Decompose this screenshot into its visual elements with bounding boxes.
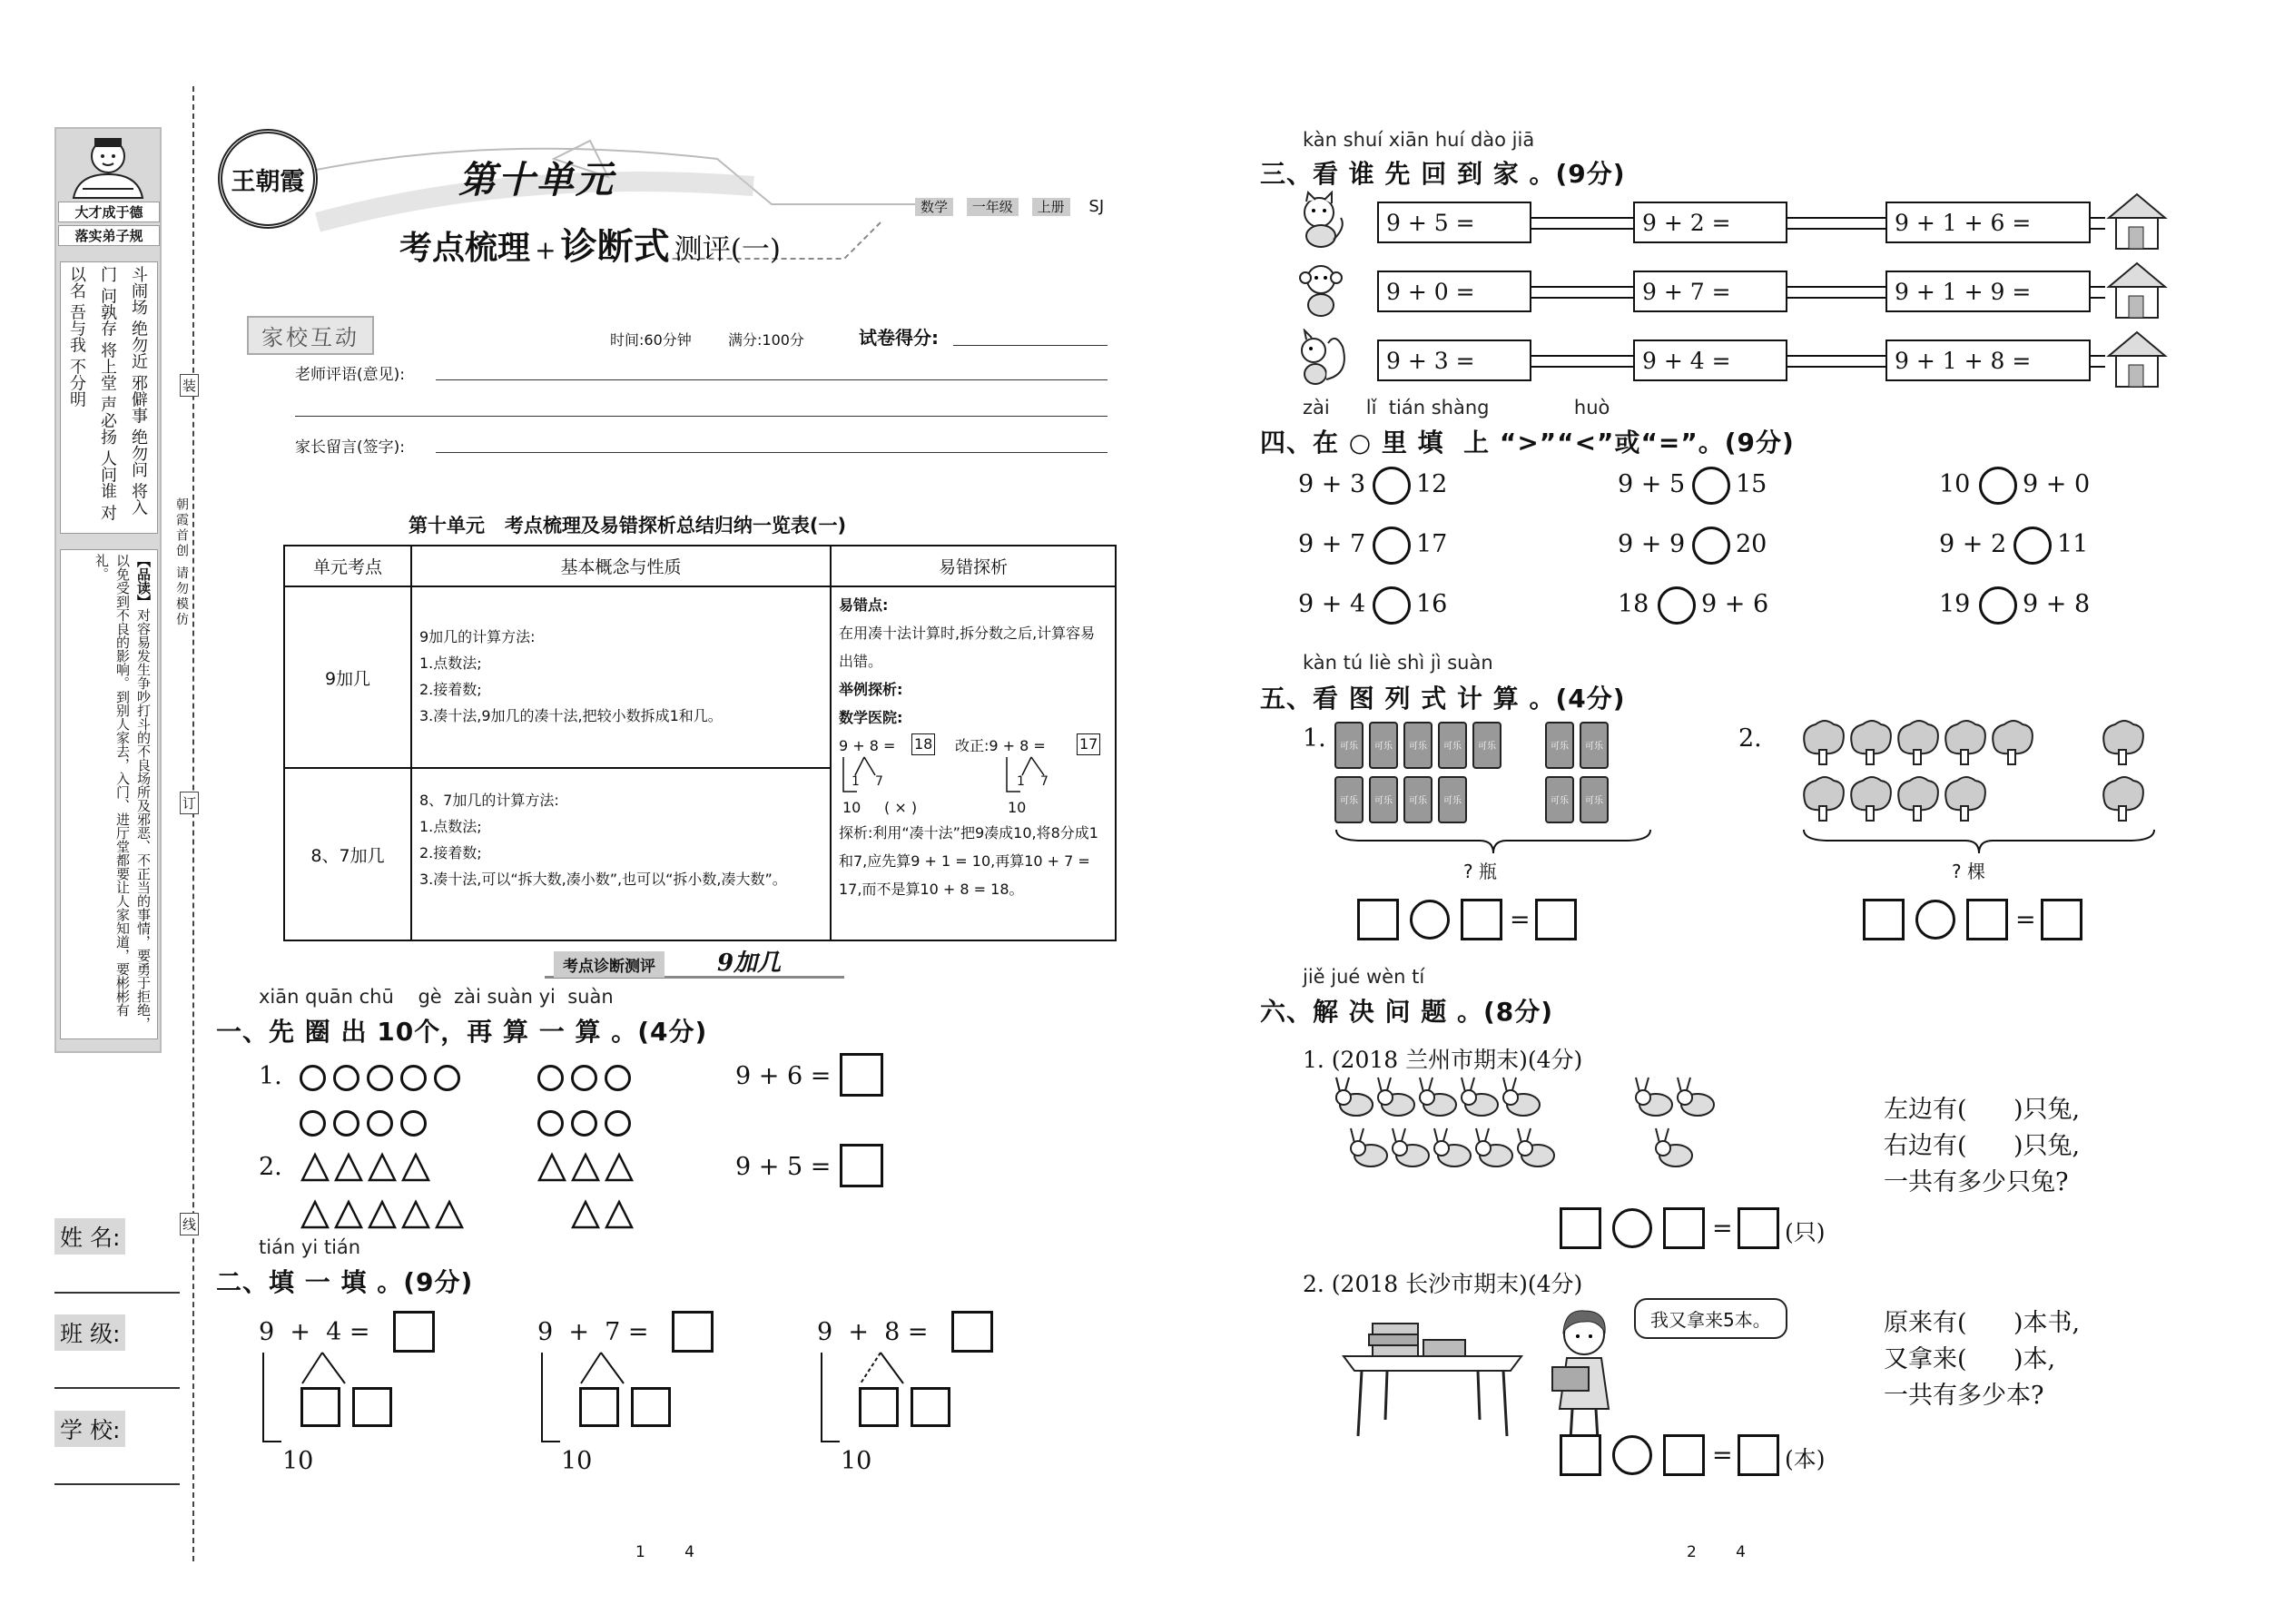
s2-title: 二、填 一 填 。(9分) xyxy=(216,1267,474,1297)
s2-split-box[interactable] xyxy=(579,1387,619,1427)
eq-box[interactable] xyxy=(1560,1434,1601,1476)
eq-box[interactable] xyxy=(1560,1207,1601,1249)
equals-sign: = xyxy=(1712,1442,1733,1470)
eq-box[interactable] xyxy=(1357,899,1399,940)
parent-label: 家长留言(签字): xyxy=(295,438,405,457)
s2-expr: 9 + 8 = xyxy=(817,1318,929,1346)
tag-edition: SJ xyxy=(1088,197,1105,216)
th-topic: 单元考点 xyxy=(284,546,411,586)
s4-title: 四、在 ○ 里 填 上 “>”“<”或“=”。(9分) xyxy=(1260,428,1795,458)
compare-circle[interactable] xyxy=(1692,527,1730,565)
compare-circle[interactable] xyxy=(1979,586,2017,625)
wrong-mark: ( × ) xyxy=(884,799,918,816)
cola-can: 可乐 xyxy=(1472,722,1501,769)
race-link xyxy=(1787,366,1885,368)
circle[interactable] xyxy=(300,1065,326,1091)
s6-title: 六、解 决 问 题 。(8分) xyxy=(1260,997,1554,1027)
speech-bubble: 我又拿来5本。 xyxy=(1634,1298,1787,1339)
s4-pinyin: zài lǐ tián shàng huò xyxy=(1303,397,1610,418)
triangle-group-icon[interactable] xyxy=(300,1151,663,1233)
cola-can: 可乐 xyxy=(1580,722,1609,769)
cola-can: 可乐 xyxy=(1438,776,1467,823)
main-title xyxy=(399,218,781,270)
s1-q1-answer[interactable] xyxy=(840,1053,883,1097)
split-seven-fix: 7 xyxy=(1040,774,1049,789)
th-concept: 基本概念与性质 xyxy=(411,546,831,586)
race-link xyxy=(1531,366,1633,368)
circle[interactable] xyxy=(333,1065,359,1091)
reading-tag: 【品读】 xyxy=(135,554,152,608)
squirrel-icon xyxy=(1294,329,1350,387)
race-link xyxy=(1787,355,1885,357)
race-link xyxy=(2091,228,2105,230)
s5-q2-num: 2. xyxy=(1738,724,1762,753)
unit-label: (只) xyxy=(1785,1219,1826,1245)
tag-grade: 一年级 xyxy=(967,198,1019,216)
page-right-total: 4 xyxy=(1736,1543,1746,1561)
fix-answer: 17 xyxy=(1077,733,1100,755)
cmp-right: 15 xyxy=(1736,470,1767,498)
race-link xyxy=(1531,217,1633,219)
compare-circle[interactable] xyxy=(1373,586,1411,625)
unit-title: 第十单元 xyxy=(458,158,615,202)
eq-box[interactable] xyxy=(1461,899,1502,940)
race-rows xyxy=(1294,191,2165,399)
cat-icon xyxy=(1294,191,1350,249)
race-link xyxy=(1531,297,1633,299)
race-link xyxy=(1787,217,1885,219)
error-label: 易错点: xyxy=(839,596,889,614)
table-books-icon xyxy=(1342,1314,1523,1442)
reading-text: 对容易发生争吵打斗的不良场所及邪恶、不正当的事情，要勇于拒绝，以免受到不良的影响。到别人家去，入门、进厅堂都要让人家知道，要彬彬有礼。 xyxy=(94,554,152,1030)
circle[interactable] xyxy=(605,1110,631,1137)
race-link xyxy=(1787,228,1885,230)
hospital-label: 数学医院: xyxy=(839,709,903,726)
concept-1 xyxy=(411,586,831,768)
split-one-fix: 1 xyxy=(1017,774,1025,789)
concept-1-line: 3.凑十法,9加几的凑十法,把较小数拆成1和几。 xyxy=(419,707,723,724)
compare-circle[interactable] xyxy=(1979,467,2017,505)
eq-box[interactable] xyxy=(1663,1207,1705,1249)
eq-circle[interactable] xyxy=(1612,1435,1652,1475)
cmp-right: 12 xyxy=(1416,470,1448,498)
compare-circle[interactable] xyxy=(1373,527,1411,565)
circle[interactable] xyxy=(367,1110,393,1137)
race-box[interactable]: 9 + 4 = xyxy=(1633,340,1787,381)
eq-circle[interactable] xyxy=(1915,900,1955,940)
wrong-expr: 9 + 8 = xyxy=(839,737,896,754)
tag-subject: 数学 xyxy=(915,198,953,216)
race-link xyxy=(2091,366,2105,368)
s2-split-box[interactable] xyxy=(859,1387,899,1427)
eq-box[interactable] xyxy=(1663,1434,1705,1476)
cmp-right: 16 xyxy=(1416,590,1448,618)
circle[interactable] xyxy=(571,1110,597,1137)
trees-label: ? 棵 xyxy=(1952,861,1985,882)
error-text: 在用凑十法计算时,拆分数之后,计算容易出错。 xyxy=(839,625,1096,670)
cola-can: 可乐 xyxy=(1369,722,1398,769)
house-icon xyxy=(2105,191,2169,251)
cmp-left: 10 xyxy=(1939,470,1971,498)
class-label: 班 级: xyxy=(54,1314,125,1351)
circle[interactable] xyxy=(605,1065,631,1091)
s2-ten: 10 xyxy=(841,1447,872,1475)
page-num-left xyxy=(635,1543,694,1561)
cola-can: 可乐 xyxy=(1334,722,1364,769)
s2-item-2 xyxy=(537,1307,719,1480)
binding-line xyxy=(192,86,194,1561)
rabbit-group-icon xyxy=(1334,1076,1725,1180)
race-link xyxy=(2091,286,2105,288)
brand-logo xyxy=(218,129,318,229)
cola-group xyxy=(1334,722,1670,831)
page-left-total: 4 xyxy=(684,1543,694,1561)
s3-title: 三、看 谁 先 回 到 家 。(9分) xyxy=(1260,159,1626,189)
cola-can: 可乐 xyxy=(1403,776,1433,823)
brand-name: 王朝霞 xyxy=(231,167,305,196)
cmp-left: 9 + 2 xyxy=(1939,530,2007,558)
motto-2: 落实弟子规 xyxy=(58,225,160,246)
teacher-label: 老师评语(意见): xyxy=(295,366,405,384)
race-link xyxy=(1787,297,1885,299)
s6-q1-line: 右边有( )只兔, xyxy=(1884,1132,2081,1160)
tag-volume: 上册 xyxy=(1032,198,1070,216)
s2-expr: 9 + 4 = xyxy=(259,1318,370,1346)
school-blank[interactable] xyxy=(54,1483,180,1485)
concept-2 xyxy=(411,768,831,940)
split-lines-icon xyxy=(537,1347,719,1447)
cola-can: 可乐 xyxy=(1334,776,1364,823)
cartoon-scholar-icon xyxy=(60,133,156,200)
girl-with-books-icon xyxy=(1543,1307,1625,1443)
cola-can: 可乐 xyxy=(1545,776,1574,823)
cmp-left: 9 + 4 xyxy=(1298,590,1366,618)
race-link xyxy=(1531,228,1633,230)
cola-can: 可乐 xyxy=(1403,722,1433,769)
bottles-label: ? 瓶 xyxy=(1463,861,1497,882)
school-label: 学 校: xyxy=(54,1411,125,1447)
race-box[interactable]: 9 + 3 = xyxy=(1377,340,1531,381)
fix-expr: 改正:9 + 8 = xyxy=(955,737,1046,754)
s6-pinyin: jiě jué wèn tí xyxy=(1303,966,1425,988)
s1-q2-answer[interactable] xyxy=(840,1144,883,1187)
exam-time: 时间:60分钟 xyxy=(610,331,692,349)
binding-char-1: 装 xyxy=(180,374,199,397)
topic-2: 8、7加几 xyxy=(284,768,411,940)
banner-topic: 9加几 xyxy=(717,950,782,977)
reading-box xyxy=(60,549,158,1039)
s6-q2-equation xyxy=(1560,1434,1868,1480)
summary-table xyxy=(283,545,1117,941)
title-c: 测评(一) xyxy=(674,233,781,266)
score-label: 试卷得分: xyxy=(859,327,939,349)
compare-circle[interactable] xyxy=(2013,527,2052,565)
split-seven: 7 xyxy=(875,774,883,789)
race-link xyxy=(2091,355,2105,357)
class-blank[interactable] xyxy=(54,1387,180,1389)
wrong-answer: 18 xyxy=(911,733,935,755)
race-link xyxy=(2091,297,2105,299)
name-blank[interactable] xyxy=(54,1292,180,1294)
race-box[interactable]: 9 + 5 = xyxy=(1377,202,1531,243)
eq-box[interactable] xyxy=(1966,899,2008,940)
subject-tags xyxy=(915,197,1109,216)
th-error: 易错探析 xyxy=(831,546,1116,586)
equals-sign: = xyxy=(1712,1215,1733,1243)
race-link xyxy=(1531,286,1633,288)
brace-icon xyxy=(1334,828,1652,855)
cola-can: 可乐 xyxy=(1580,776,1609,823)
s1-pinyin: xiān quān chū gè zài suàn yi suàn xyxy=(259,986,614,1008)
circle[interactable] xyxy=(400,1110,427,1137)
compare-circle[interactable] xyxy=(1692,467,1730,505)
cola-can: 可乐 xyxy=(1545,722,1574,769)
table-title: 第十单元 考点梳理及易错探析总结归纳一览表(一) xyxy=(409,515,847,536)
example-label: 举例探析: xyxy=(839,681,903,698)
compare-circle[interactable] xyxy=(1658,586,1696,625)
s2-split-box[interactable] xyxy=(631,1387,671,1427)
race-link xyxy=(2091,217,2105,219)
cmp-right: 9 + 8 xyxy=(2023,590,2091,618)
brace-icon xyxy=(1802,828,2156,855)
ten-fix: 10 xyxy=(1008,799,1027,816)
s6-q1-title: 1. (2018 兰州市期末)(4分) xyxy=(1303,1047,1583,1073)
poem-text: 斗闹场 绝勿近 邪僻事 绝勿问 将入门 问孰存 将上堂 声必扬 人问谁 对以名 吾与我 不分明 xyxy=(60,261,158,534)
monkey-icon xyxy=(1294,260,1350,318)
eq-box[interactable] xyxy=(1863,899,1905,940)
s1-q2-num: 2. xyxy=(259,1153,282,1181)
s5-q1-num: 1. xyxy=(1303,724,1326,753)
concept-1-line: 1.点数法; xyxy=(419,655,482,672)
race-box[interactable]: 9 + 1 + 8 = xyxy=(1885,340,2091,381)
page-left: 1 xyxy=(635,1543,645,1561)
eq-box[interactable] xyxy=(1535,899,1577,940)
eq-box[interactable] xyxy=(2041,899,2082,940)
home-school-badge: 家校互动 xyxy=(247,316,374,355)
parent-line[interactable] xyxy=(436,452,1108,453)
race-link xyxy=(1531,355,1633,357)
motto-1: 大才成于德 xyxy=(58,202,160,222)
binding-char-2: 订 xyxy=(180,792,199,814)
circle[interactable] xyxy=(434,1065,460,1091)
exam-full: 满分:100分 xyxy=(728,331,804,349)
s1-q1-num: 1. xyxy=(259,1062,282,1090)
split-lines-icon xyxy=(259,1347,440,1447)
s1-title: 一、先 圈 出 10个，再 算 一 算 。(4分) xyxy=(216,1017,708,1047)
circle[interactable] xyxy=(400,1065,427,1091)
s6-q2-line: 又拿来( )本, xyxy=(1884,1345,2056,1373)
circle-group-1 xyxy=(300,1062,699,1144)
s2-pinyin: tián yi tián xyxy=(259,1236,361,1258)
s2-item-1 xyxy=(259,1307,440,1480)
circle[interactable] xyxy=(333,1110,359,1137)
split-one: 1 xyxy=(852,774,860,789)
cola-can: 可乐 xyxy=(1369,776,1398,823)
cmp-right: 11 xyxy=(2057,530,2089,558)
cmp-left: 9 + 5 xyxy=(1618,470,1686,498)
s1-q1-expr: 9 + 6 = xyxy=(735,1062,832,1090)
s2-split-box[interactable] xyxy=(352,1387,392,1427)
s5-q1-equation xyxy=(1357,899,1593,944)
house-icon xyxy=(2105,260,2169,320)
compare-circle[interactable] xyxy=(1373,467,1411,505)
s5-title: 五、看 图 列 式 计 算 。(4分) xyxy=(1260,684,1626,714)
s2-split-box[interactable] xyxy=(300,1387,340,1427)
s6-q1-line: 左边有( )只兔, xyxy=(1884,1096,2081,1124)
cmp-right: 9 + 6 xyxy=(1701,590,1769,618)
circle[interactable] xyxy=(571,1065,597,1091)
name-label: 姓 名: xyxy=(54,1218,125,1255)
s6-q1-equation xyxy=(1560,1207,1868,1253)
s6-q2-line: 一共有多少本? xyxy=(1884,1382,2044,1410)
race-link xyxy=(1787,286,1885,288)
circle[interactable] xyxy=(537,1065,564,1091)
s2-ten: 10 xyxy=(561,1447,593,1475)
cmp-left: 18 xyxy=(1618,590,1649,618)
cmp-right: 9 + 0 xyxy=(2023,470,2091,498)
cmp-right: 17 xyxy=(1416,530,1448,558)
banner-tag: 考点诊断测评 xyxy=(554,951,665,978)
cmp-left: 9 + 3 xyxy=(1298,470,1366,498)
cmp-right: 20 xyxy=(1736,530,1767,558)
eq-box[interactable] xyxy=(1738,1207,1779,1249)
concept-2-line: 1.点数法; xyxy=(419,818,482,835)
page-right: 2 xyxy=(1687,1543,1697,1561)
s2-expr: 9 + 7 = xyxy=(537,1318,649,1346)
cmp-left: 9 + 9 xyxy=(1618,530,1686,558)
race-box[interactable]: 9 + 7 = xyxy=(1633,271,1787,312)
title-b: 诊断式 xyxy=(560,225,670,268)
equals-sign: = xyxy=(2015,906,2036,934)
circle[interactable] xyxy=(367,1065,393,1091)
s2-split-box[interactable] xyxy=(911,1387,950,1427)
race-box[interactable]: 9 + 1 + 9 = xyxy=(1885,271,2091,312)
cmp-left: 9 + 7 xyxy=(1298,530,1366,558)
equals-sign: = xyxy=(1510,906,1531,934)
explain-text: 探析:利用“凑十法”把9凑成10,将8分成1和7,应先算9 + 1 = 10,再算10 + 7 = 17,而不是算10 + 8 = 18。 xyxy=(839,824,1098,898)
tree-group-icon xyxy=(1797,717,2161,831)
score-blank[interactable] xyxy=(953,345,1108,346)
eq-circle[interactable] xyxy=(1410,900,1450,940)
teacher-line-1[interactable] xyxy=(436,379,1108,380)
s3-pinyin: kàn shuí xiān huí dào jiā xyxy=(1303,129,1535,151)
copyright-note: 朝霞首创 请勿模仿 xyxy=(174,497,189,628)
title-plus: + xyxy=(535,235,556,265)
s5-pinyin: kàn tú liè shì jì suàn xyxy=(1303,652,1493,674)
concept-2-line: 2.接着数; xyxy=(419,844,482,861)
race-box[interactable]: 9 + 0 = xyxy=(1377,271,1531,312)
s2-ten: 10 xyxy=(282,1447,314,1475)
s6-q2-line: 原来有( )本书, xyxy=(1884,1309,2081,1337)
topic-1: 9加几 xyxy=(284,586,411,768)
s5-q2-equation xyxy=(1863,899,2099,944)
s1-q2-expr: 9 + 5 = xyxy=(735,1153,832,1181)
concept-2-line: 8、7加几的计算方法: xyxy=(419,792,559,809)
house-icon xyxy=(2105,329,2169,389)
title-a: 考点梳理 xyxy=(399,229,531,267)
compare-grid xyxy=(1298,463,2161,635)
s2-item-3 xyxy=(817,1307,999,1480)
hospital-example xyxy=(839,732,1108,819)
s6-q1-line: 一共有多少只兔? xyxy=(1884,1168,2069,1196)
page-num-right xyxy=(1687,1543,1746,1561)
race-box[interactable]: 9 + 1 + 6 = xyxy=(1885,202,2091,243)
unit-label: (本) xyxy=(1785,1446,1826,1472)
cola-can: 可乐 xyxy=(1438,722,1467,769)
eq-box[interactable] xyxy=(1738,1434,1779,1476)
binding-char-3: 线 xyxy=(180,1213,199,1235)
cmp-left: 19 xyxy=(1939,590,1971,618)
s6-q2-title: 2. (2018 长沙市期末)(4分) xyxy=(1303,1271,1583,1297)
circle[interactable] xyxy=(300,1110,326,1137)
teacher-line-2[interactable] xyxy=(295,416,1108,417)
race-box[interactable]: 9 + 2 = xyxy=(1633,202,1787,243)
circle[interactable] xyxy=(537,1110,564,1137)
concept-1-line: 9加几的计算方法: xyxy=(419,628,536,645)
split-lines-icon xyxy=(817,1347,999,1447)
eq-circle[interactable] xyxy=(1612,1208,1652,1248)
concept-2-line: 3.凑十法,可以“拆大数,凑小数”,也可以“拆小数,凑大数”。 xyxy=(419,871,787,888)
ten-wrong: 10 xyxy=(842,799,861,816)
error-analysis xyxy=(831,586,1116,940)
concept-1-line: 2.接着数; xyxy=(419,681,482,698)
